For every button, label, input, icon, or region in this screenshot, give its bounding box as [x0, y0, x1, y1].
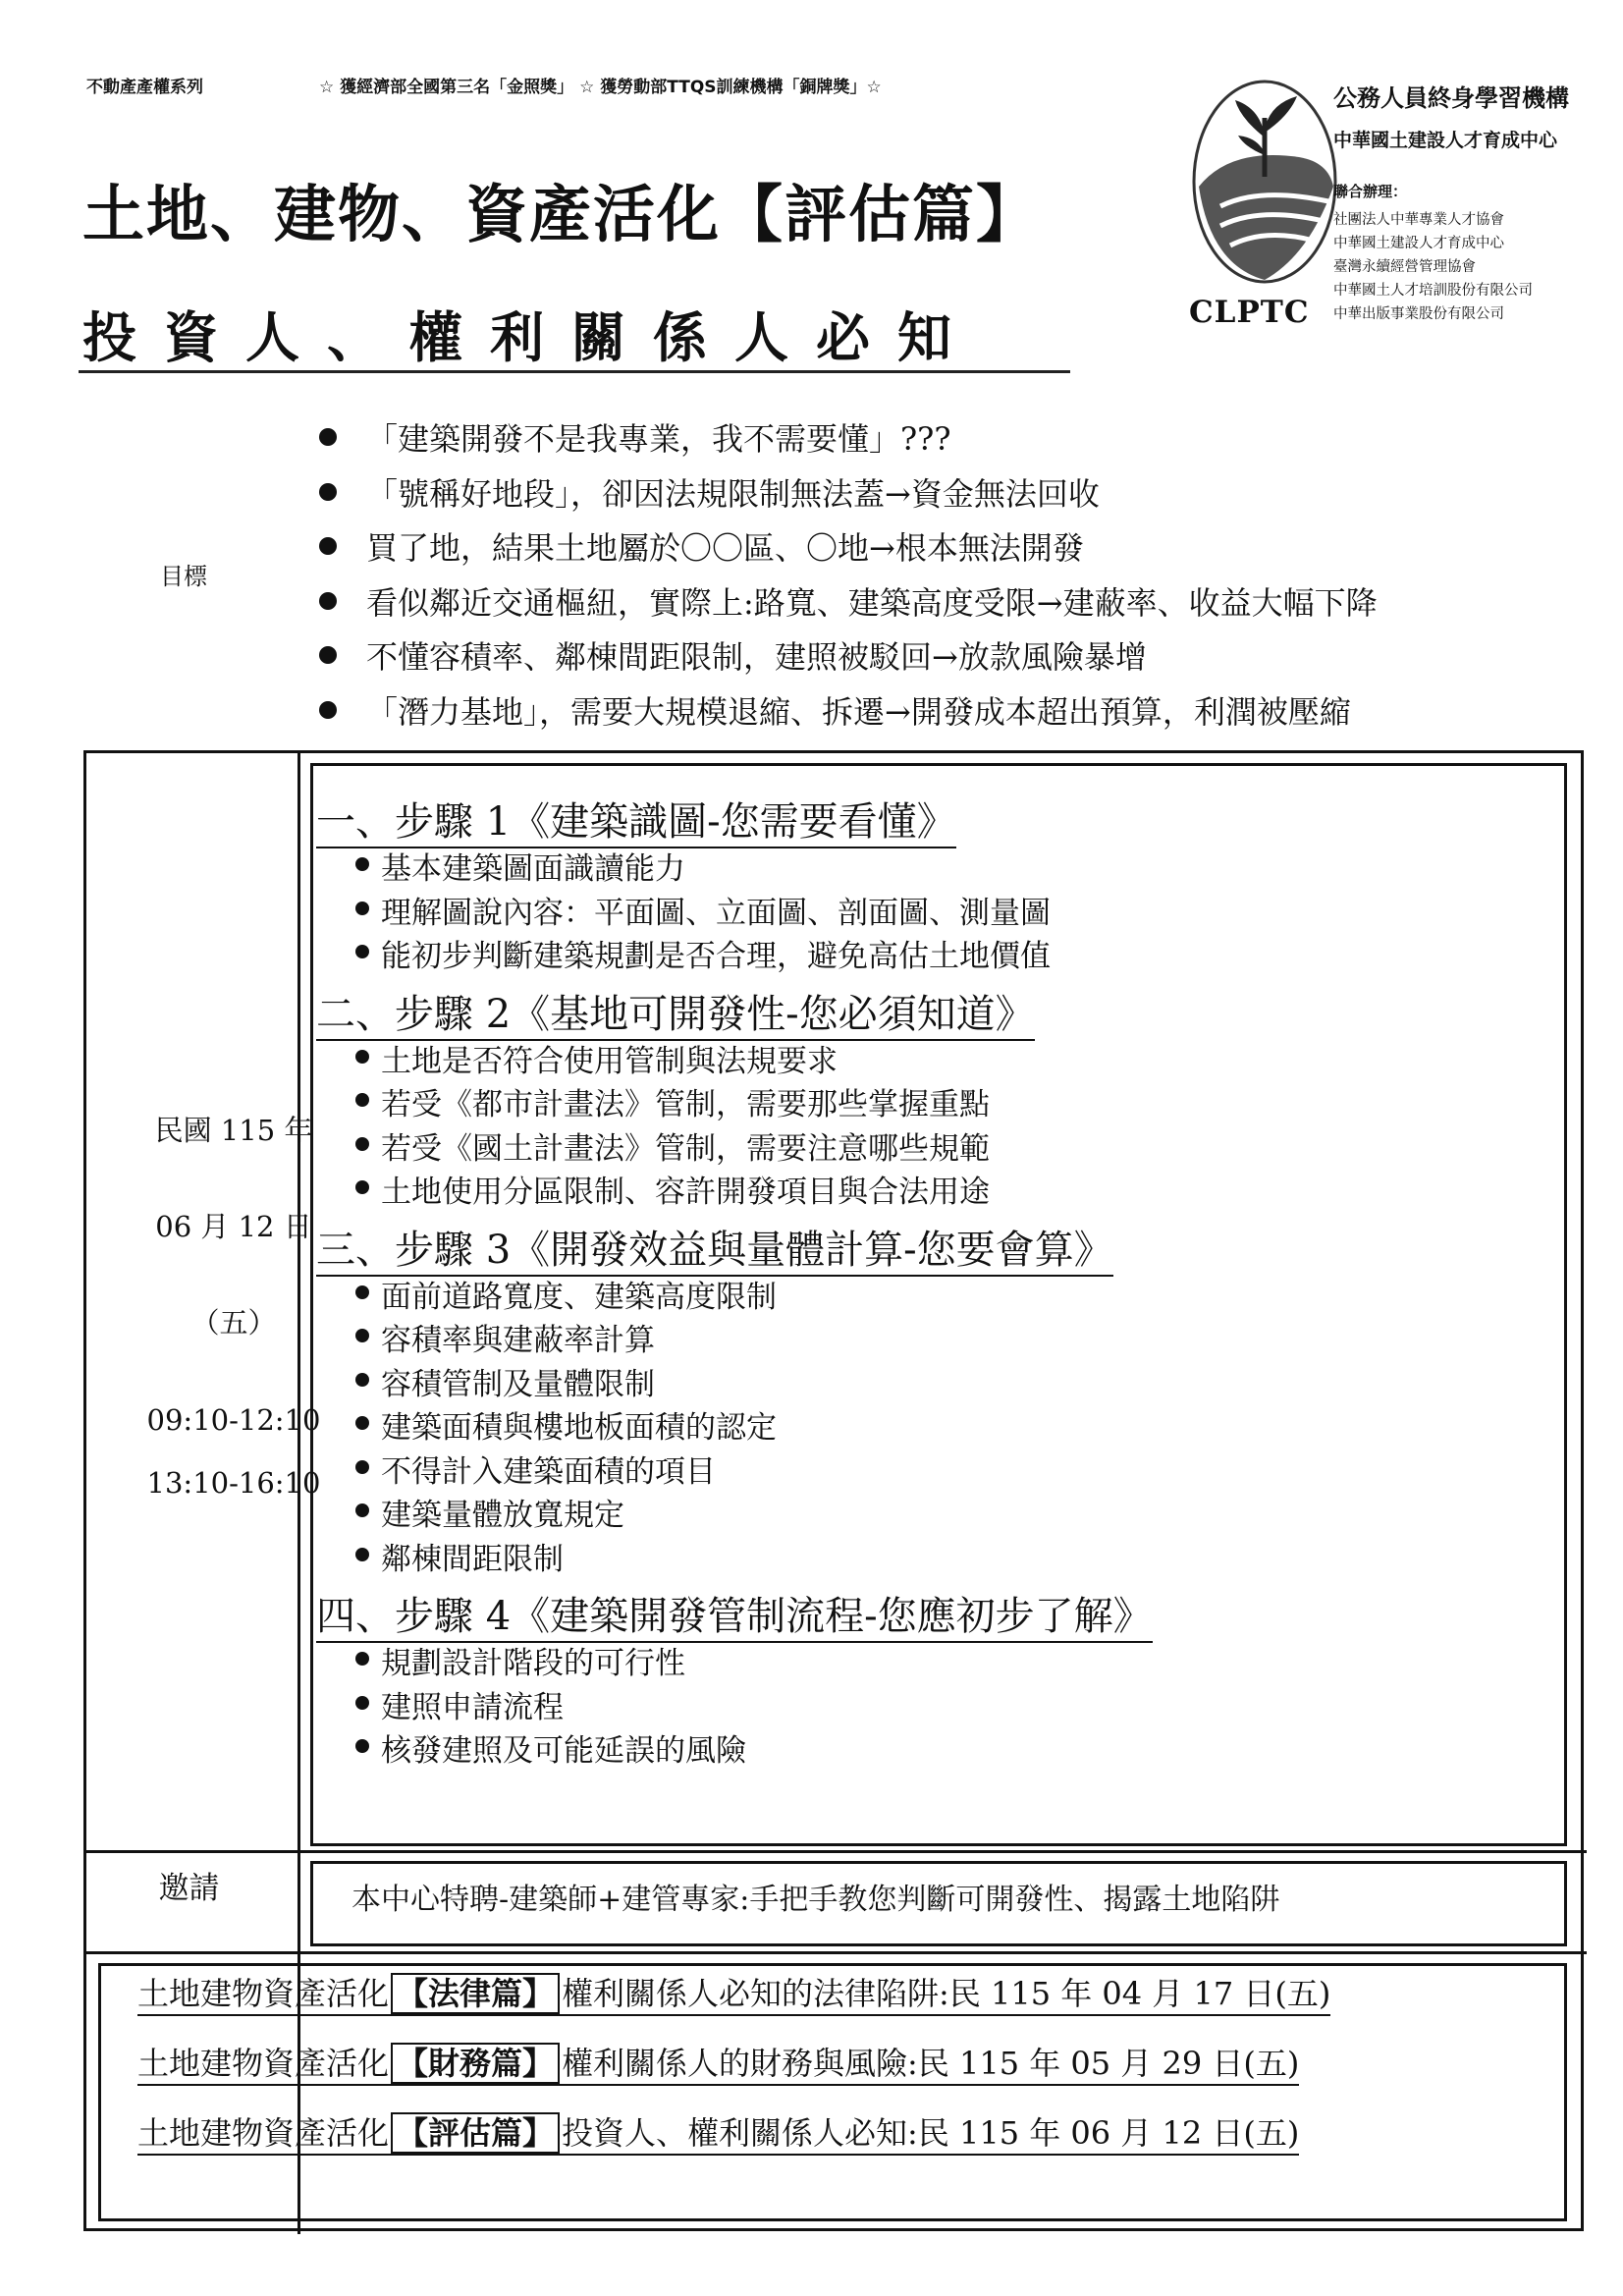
page-title: 土地、建物、資產活化【評估篇】	[82, 179, 1040, 250]
schedule-date: 06 月 12 日	[155, 1210, 312, 1243]
schedule-time-morning: 09:10-12:10	[146, 1403, 321, 1437]
awards-line: ☆ 獲經濟部全國第三名「金照獎」 ☆ 獲勞動部TTQS訓練機構「銅牌獎」☆	[319, 78, 882, 97]
step-items	[316, 1036, 1573, 1211]
co-organizer-label: 聯合辦理：	[1333, 183, 1408, 200]
list-item: 若受《都市計畫法》管制，需要那些掌握重點	[316, 1079, 1573, 1123]
series-label: 不動產產權系列	[86, 78, 203, 97]
list-item: 若受《國土計畫法》管制，需要注意哪些規範	[316, 1123, 1573, 1168]
bullet-icon	[355, 857, 369, 871]
bullet-icon	[355, 945, 369, 958]
bullet-icon	[355, 902, 369, 915]
bullet-icon	[355, 1548, 369, 1561]
co-organizer: 社團法人中華專業人才協會	[1333, 212, 1504, 228]
org-main-name: 公務人員終身學習機構	[1333, 84, 1569, 112]
list-item: 規劃設計階段的可行性	[316, 1638, 1573, 1682]
series-course-row: 土地建物資產活化 【法律篇】 權利關係人必知的法律陷阱:民 115 年 04 月 17 日(五)	[137, 1969, 1330, 2039]
step-items	[316, 844, 1573, 975]
bullet-icon	[319, 592, 337, 610]
table-divider	[86, 1850, 1587, 1853]
invite-text: 本中心特聘-建築師+建管專家:手把手教您判斷可開發性、揭露土地陷阱	[352, 1883, 1280, 1917]
table-divider	[310, 1943, 1567, 1946]
list-item: 「建築開發不是我專業，我不需要懂」???	[319, 414, 1378, 469]
bullet-icon	[355, 1373, 369, 1387]
step-items	[316, 1272, 1573, 1578]
step-items	[316, 1638, 1573, 1770]
steps-section	[316, 791, 1573, 1777]
table-divider	[310, 1861, 313, 1945]
table-divider	[98, 1963, 1567, 1966]
bullet-icon	[319, 483, 337, 501]
schedule-time-afternoon: 13:10-16:10	[146, 1466, 321, 1500]
table-divider	[98, 1963, 101, 2220]
table-divider	[1564, 1861, 1567, 1945]
table-divider	[310, 763, 1567, 766]
bullet-icon	[355, 1503, 369, 1517]
list-item: 土地是否符合使用管制與法規要求	[316, 1036, 1573, 1080]
table-divider	[86, 1951, 1587, 1954]
bullet-icon	[355, 1050, 369, 1064]
bullet-icon	[355, 1329, 369, 1342]
invite-label: 邀請	[158, 1871, 220, 1906]
subtitle-underline	[79, 370, 1070, 373]
list-item: 能初步判斷建築規劃是否合理，避免高估土地價值	[316, 931, 1573, 975]
bullet-icon	[319, 646, 337, 664]
bullet-icon	[355, 1285, 369, 1299]
clptc-logo-icon	[1191, 79, 1338, 285]
schedule-weekday: （五）	[190, 1306, 277, 1339]
list-item: 土地使用分區限制、容許開發項目與合法用途	[316, 1167, 1573, 1211]
bullet-icon	[355, 1739, 369, 1753]
bullet-icon	[319, 428, 337, 446]
bullet-icon	[319, 701, 337, 719]
co-organizer: 中華國土建設人才育成中心	[1333, 236, 1504, 251]
series-course-row: 土地建物資產活化 【評估篇】 投資人、權利關係人必知:民 115 年 06 月 12 日(五)	[137, 2108, 1330, 2178]
list-item: 核發建照及可能延誤的風險	[316, 1725, 1573, 1770]
bullet-icon	[355, 1460, 369, 1474]
co-organizer: 臺灣永續經營管理協會	[1333, 259, 1476, 275]
logo-abbr: CLPTC	[1189, 295, 1310, 330]
list-item: 買了地，結果土地屬於〇〇區、〇地→根本無法開發	[319, 523, 1378, 578]
list-item: 建築量體放寬規定	[316, 1490, 1573, 1534]
bullet-icon	[319, 537, 337, 555]
table-divider	[310, 1843, 1567, 1846]
bullet-icon	[355, 1416, 369, 1430]
list-item: 不得計入建築面積的項目	[316, 1447, 1573, 1491]
list-item: 鄰棟間距限制	[316, 1534, 1573, 1578]
list-item: 理解圖說內容：平面圖、立面圖、剖面圖、測量圖	[316, 888, 1573, 932]
co-organizer: 中華國土人才培訓股份有限公司	[1333, 283, 1533, 299]
logo-block	[1171, 61, 1569, 373]
bullet-icon	[355, 1652, 369, 1666]
bullet-icon	[355, 1180, 369, 1194]
step-heading: 四、步驟 4《建築開發管制流程-您應初步了解》	[316, 1585, 1573, 1638]
list-item: 容積管制及量體限制	[316, 1359, 1573, 1403]
series-course-list	[137, 1969, 1330, 2178]
list-item: 基本建築圖面識讀能力	[316, 844, 1573, 888]
table-divider	[1564, 1963, 1567, 2220]
bullet-icon	[355, 1093, 369, 1107]
table-divider	[98, 2218, 1567, 2221]
list-item: 不懂容積率、鄰棟間距限制，建照被駁回→放款風險暴增	[319, 632, 1378, 687]
list-item: 建照申請流程	[316, 1682, 1573, 1726]
table-divider	[310, 1861, 1567, 1864]
goals-label: 目標	[160, 563, 207, 590]
list-item: 建築面積與樓地板面積的認定	[316, 1402, 1573, 1447]
list-item: 看似鄰近交通樞紐，實際上:路寬、建築高度受限→建蔽率、收益大幅下降	[319, 578, 1378, 633]
page-subtitle: 投資人、權利關係人必知	[82, 306, 980, 369]
org-sub-name: 中華國土建設人才育成中心	[1333, 130, 1558, 151]
bullet-icon	[355, 1696, 369, 1710]
list-item: 面前道路寬度、建築高度限制	[316, 1272, 1573, 1316]
schedule-year: 民國 115 年	[154, 1114, 313, 1147]
goals-list	[319, 414, 1378, 741]
list-item: 「潛力基地」，需要大規模退縮、拆遷→開發成本超出預算，利潤被壓縮	[319, 687, 1378, 742]
step-heading: 二、步驟 2《基地可開發性-您必須知道》	[316, 983, 1573, 1036]
bullet-icon	[355, 1137, 369, 1151]
list-item: 容積率與建蔽率計算	[316, 1315, 1573, 1359]
co-organizer: 中華出版事業股份有限公司	[1333, 306, 1504, 322]
co-organizer-list	[1333, 208, 1533, 326]
step-heading: 三、步驟 3《開發效益與量體計算-您要會算》	[316, 1219, 1573, 1272]
series-course-row: 土地建物資產活化 【財務篇】 權利關係人的財務與風險:民 115 年 05 月 29 日(五)	[137, 2039, 1330, 2108]
list-item: 「號稱好地段」，卻因法規限制無法蓋→資金無法回收	[319, 469, 1378, 524]
step-heading: 一、步驟 1《建築識圖-您需要看懂》	[316, 791, 1573, 844]
